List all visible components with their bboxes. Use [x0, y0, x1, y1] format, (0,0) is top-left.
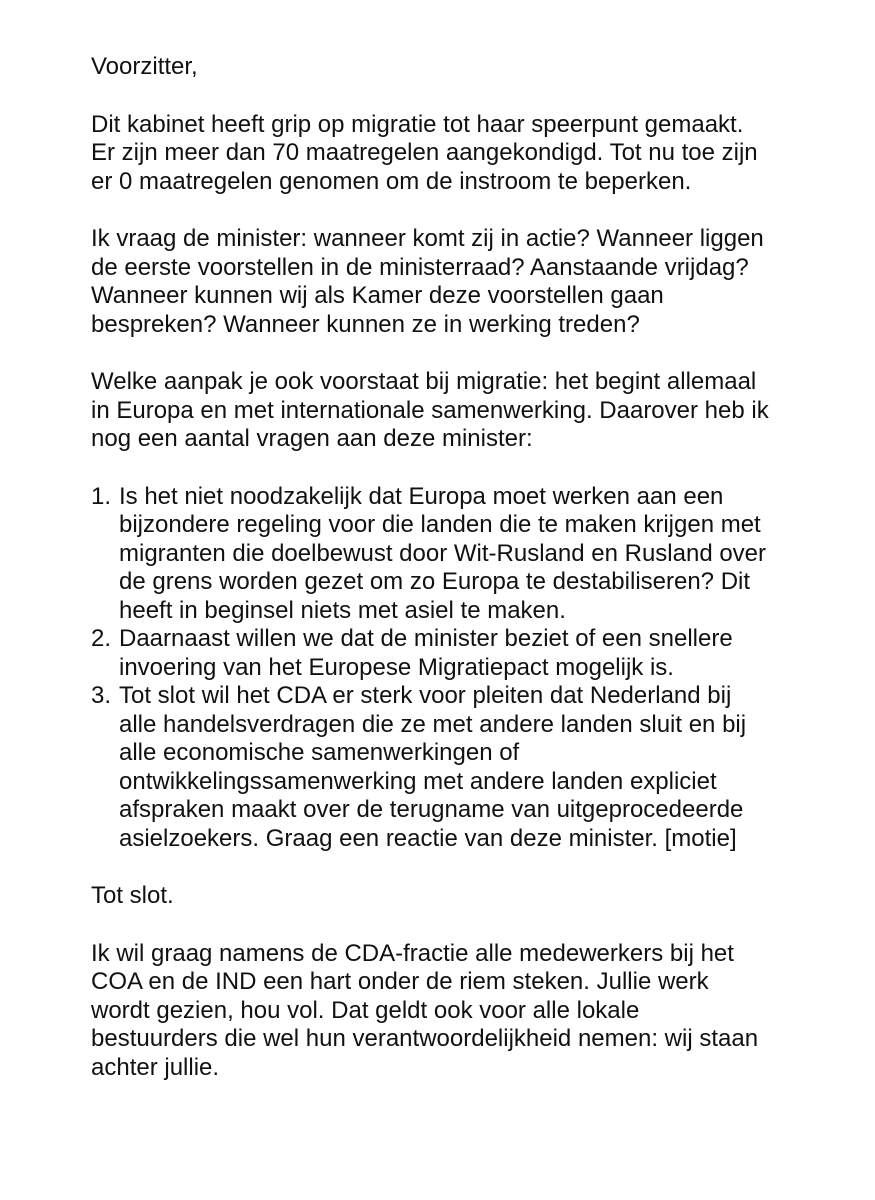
- text-line: migranten die doelbewust door Wit-Rusland en Rusland over: [119, 539, 767, 567]
- text-line: Tot slot wil het CDA er sterk voor pleiten dat Nederland bij: [119, 682, 732, 709]
- paragraph-intro: [91, 111, 835, 197]
- text-line: er 0 maatregelen genomen om de instroom te beperken.: [91, 167, 692, 195]
- text-line: Daarnaast willen we dat de minister beziet of een snellere: [119, 625, 733, 652]
- text-line: Tot slot.: [91, 882, 174, 909]
- text-line: asielzoekers. Graag een reactie van deze minister. [motie]: [119, 824, 737, 852]
- text-line: de eerste voorstellen in de ministerraad? Aanstaande vrijdag?: [91, 253, 749, 281]
- text-line: invoering van het Europese Migratiepact mogelijk is.: [119, 653, 674, 681]
- text-line: ontwikkelingssamenwerking met andere landen expliciet: [119, 767, 717, 795]
- list-number: 3.: [91, 682, 112, 709]
- text-line: bespreken? Wanneer kunnen ze in werking treden?: [91, 310, 640, 338]
- greeting-text: Voorzitter,: [91, 53, 198, 80]
- text-line: Ik vraag de minister: wanneer komt zij in actie? Wanneer liggen: [91, 225, 764, 252]
- text-line: achter jullie.: [91, 1053, 220, 1081]
- paragraph-questions-minister: [91, 225, 835, 339]
- text-line: Er zijn meer dan 70 maatregelen aangekondigd. Tot nu toe zijn: [91, 139, 758, 166]
- paragraph-europe: [91, 368, 835, 454]
- list-item: [91, 682, 835, 853]
- text-line: Welke aanpak je ook voorstaat bij migratie: het begint allemaal: [91, 368, 757, 395]
- text-line: alle economische samenwerkingen of: [119, 739, 520, 766]
- paragraph-closing: [91, 940, 835, 1083]
- text-line: Is het niet noodzakelijk dat Europa moet werken aan een: [119, 482, 724, 510]
- text-line: Dit kabinet heeft grip op migratie tot haar speerpunt gemaakt.: [91, 110, 744, 138]
- text-line: COA en de IND een hart onder de riem steken. Jullie werk: [91, 968, 709, 995]
- text-line: Wanneer kunnen wij als Kamer deze voorstellen gaan: [91, 282, 664, 309]
- closing-intro: [91, 882, 835, 911]
- text-line: bestuurders die wel hun verantwoordelijkheid nemen: wij staan: [91, 1025, 759, 1052]
- list-item: [91, 625, 835, 682]
- greeting: [91, 53, 835, 82]
- text-line: in Europa en met internationale samenwerking. Daarover heb ik: [91, 396, 769, 424]
- text-line: Ik wil graag namens de CDA-fractie alle medewerkers bij het: [91, 939, 734, 967]
- question-list: [91, 483, 835, 854]
- list-number: 2.: [91, 625, 112, 652]
- text-line: nog een aantal vragen aan deze minister:: [91, 425, 533, 452]
- text-line: bijzondere regeling voor die landen die te maken krijgen met: [119, 511, 761, 538]
- text-line: afspraken maakt over de terugname van uitgeprocedeerde: [119, 796, 744, 823]
- text-line: alle handelsverdragen die ze met andere landen sluit en bij: [119, 710, 747, 738]
- list-number: 1.: [91, 482, 112, 510]
- text-line: de grens worden gezet om zo Europa te destabiliseren? Dit: [119, 568, 751, 595]
- list-item: [91, 483, 835, 626]
- text-line: heeft in beginsel niets met asiel te maken.: [119, 596, 566, 624]
- text-line: wordt gezien, hou vol. Dat geldt ook voor alle lokale: [91, 996, 640, 1024]
